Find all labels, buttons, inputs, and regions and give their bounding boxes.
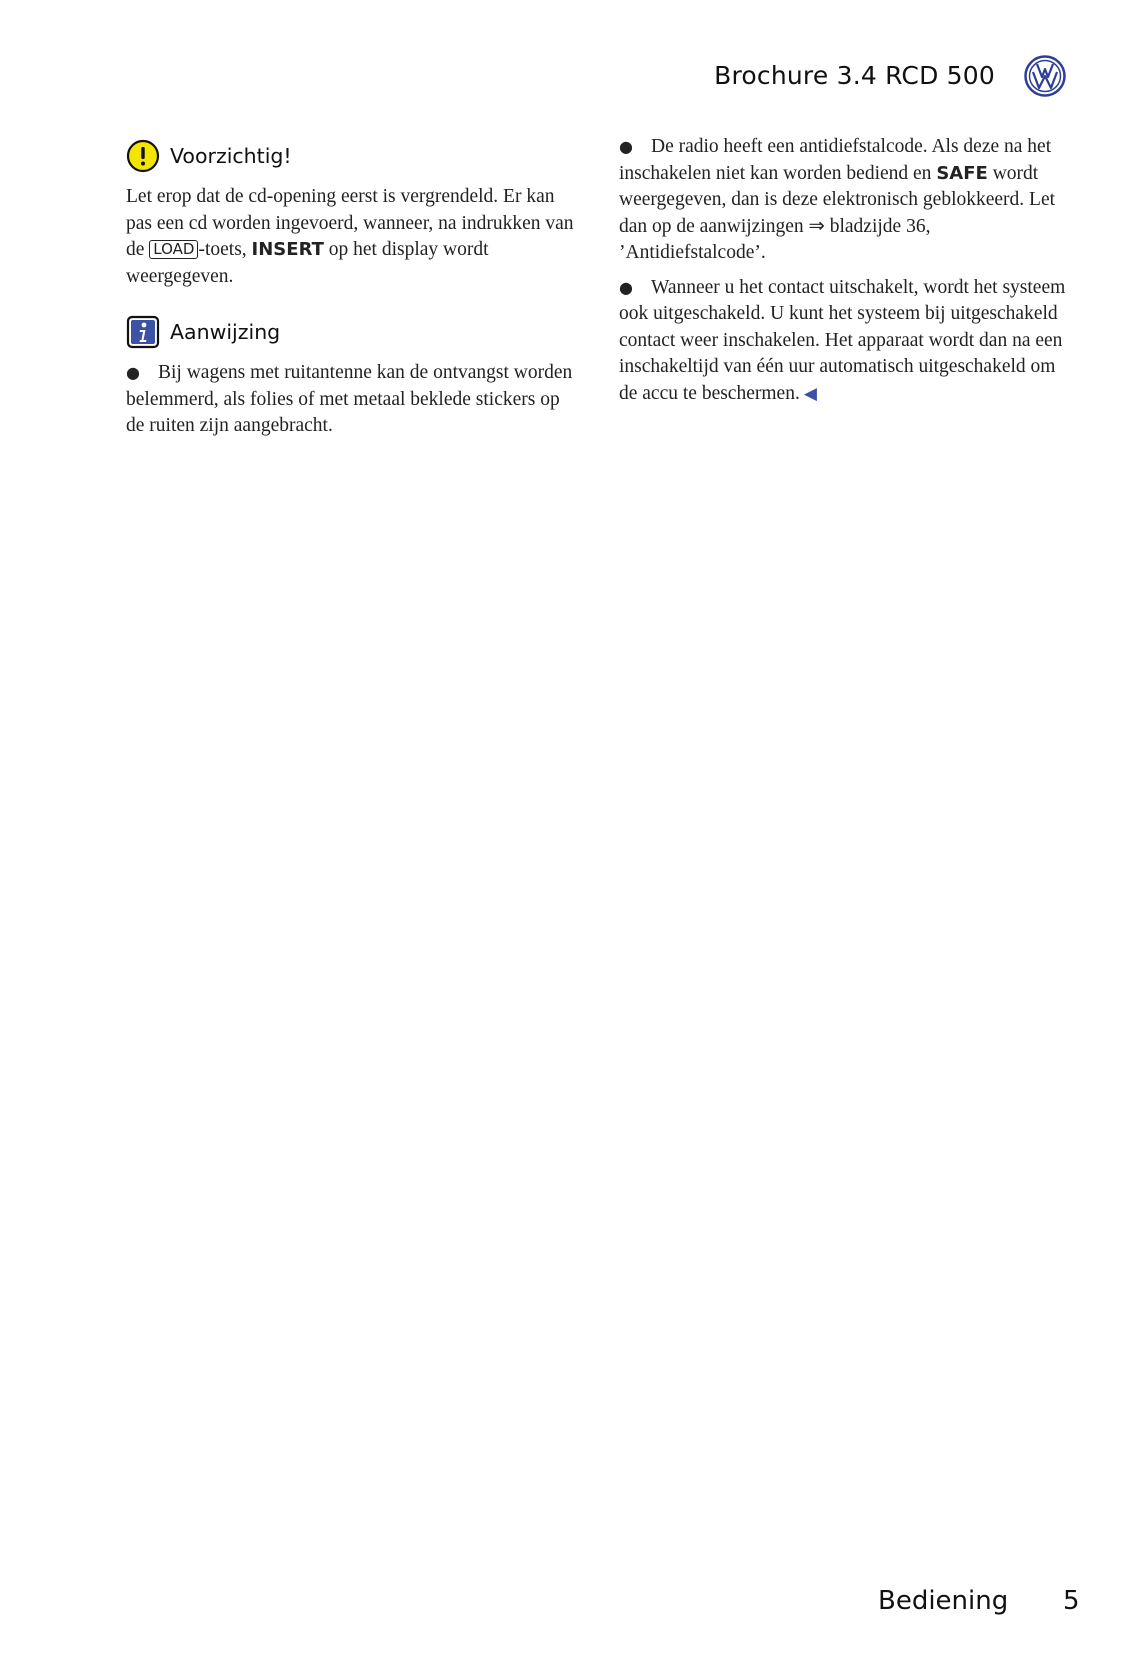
load-key: LOAD [149, 240, 198, 259]
right-column [619, 134, 1074, 415]
caution-notice [126, 136, 581, 290]
caution-header [126, 136, 581, 176]
bullet-icon: ● [619, 137, 633, 156]
caution-title: Voorzichtig! [170, 143, 292, 168]
vw-logo-icon [1024, 55, 1066, 97]
insert-label: INSERT [251, 239, 324, 260]
list-item-antitheft: ● De radio heeft een antidiefstalcode. Als deze na het inschakelen niet kan worden bediend en SAFE wordt weergegeven, dan is deze elektronisch geblokkeerd. Let dan op de aanwijzingen ⇒ bladzijde 36, ’Antidiefstalcode’. [619, 136, 1056, 263]
info-icon [126, 315, 160, 349]
bullet-icon: ● [126, 363, 140, 382]
bullet-icon: ● [619, 277, 633, 297]
left-column [126, 136, 581, 448]
page-number: 5 [1063, 1586, 1080, 1616]
page-header [640, 55, 1080, 103]
list-item-ignition: ● Wanneer u het contact uitschakelt, wordt het systeem ook uitgeschakeld. U kunt het systeem bij uitgeschakeld contact weer inschakelen. Het apparaat wordt dan na een inschakeltijd van één uur automatisch uitgeschakeld om de accu te beschermen. ◀ [619, 276, 1066, 404]
note-bullet-item: ● Bij wagens met ruitantenne kan de ontvangst worden belemmerd, als folies of met metaal beklede stickers op de ruiten zijn aangebracht. [126, 362, 573, 436]
note-title: Aanwijzing [170, 319, 281, 344]
section-end-icon: ◀ [803, 383, 817, 403]
note-notice [126, 312, 581, 440]
page-title: Brochure 3.4 RCD 500 [714, 61, 995, 90]
safe-label: SAFE [936, 162, 988, 184]
footer-section-title: Bediening [878, 1586, 1009, 1616]
note-header [126, 312, 581, 352]
warning-icon [126, 139, 160, 173]
caution-text: Let erop dat de cd-opening eerst is vergrendeld. Er kan pas een cd worden ingevoerd, wanneer, na indrukken van de LOAD -toets, INSERT op het display wordt weergegeven. [126, 186, 574, 287]
